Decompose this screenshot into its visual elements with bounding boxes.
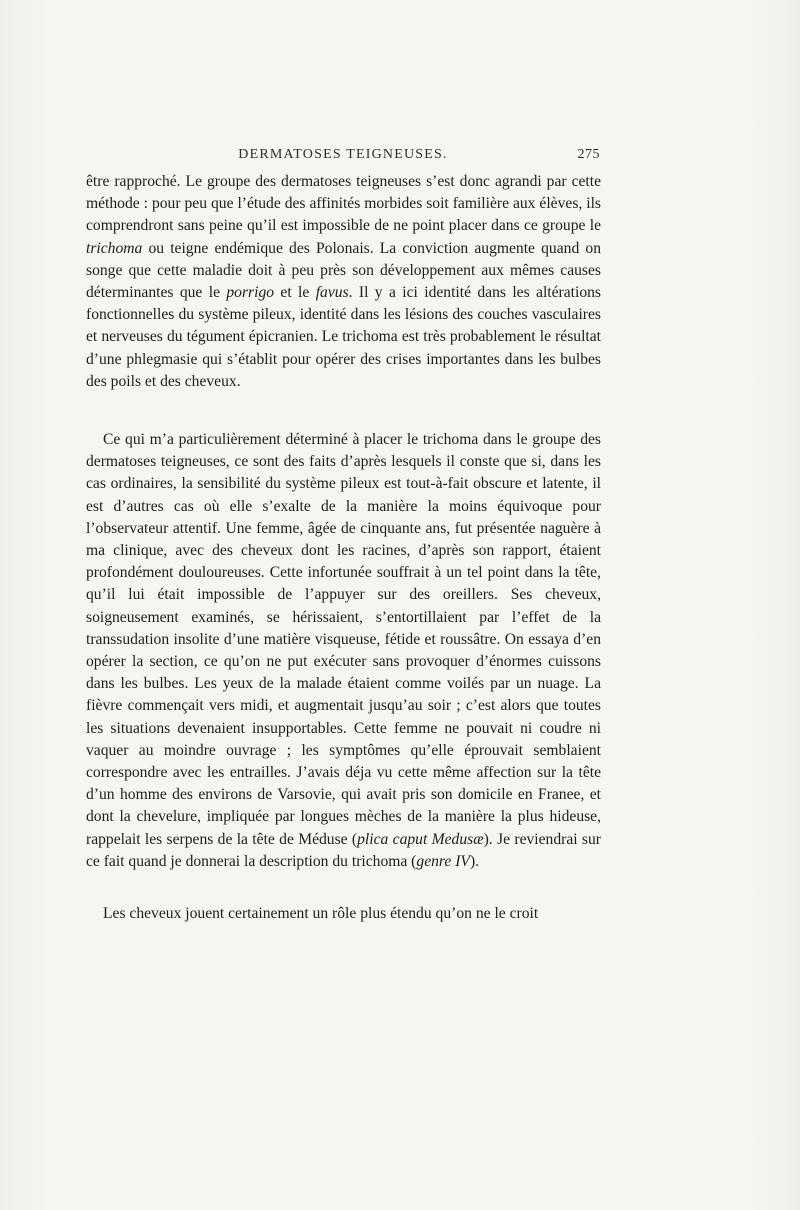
term-genre-iv: genre IV	[416, 852, 470, 870]
term-favus: favus	[315, 284, 349, 302]
page-number: 275	[577, 147, 600, 162]
body-text	[86, 171, 601, 925]
running-title: DERMATOSES TEIGNEUSES.	[238, 147, 448, 162]
text-segment: Ce qui m’a particulièrement déterminé à placer le trichoma dans le groupe des dermatoses teigneuses, ce sont des faits d’après lesquels il conste que si, dans les cas ordinaires, la sensibilité du système pileux est tout-à-fait obscure et latente, il est d’autres cas où elle s’exalte de la manière la moins équivoque pour l’observateur attentif. Une femme, âgée de cinquante ans, fut présentée naguère à ma clinique, avec des cheveux dont les racines, d’après son rapport, étaient profondément douloureuses. Cette infortunée souffrait à un tel point dans la tête, qu’il lui était impossible de l’appuyer sur des oreillers. Ses cheveux, soigneusement examinés, se hérissaient, s’entortillaient par l’effet de la transsudation insolite d’une matière visqueuse, fétide et roussâtre. On essaya d’en opérer la section, ce qu’on ne put exécuter sans provoquer d’énormes cuissons dans les bulbes. Les yeux de la malade étaient comme voilés par un nuage. La fièvre commençait vers midi, et augmentait jusqu’au soir ; c’est alors que toutes les situations devenaient insupportables. Cette femme ne pouvait ni coudre ni vaquer au moindre ouvrage ; les symptômes qu’elle éprouvait semblaient correspondre avec les entrailles. J’avais déja vu cette même affection sur la tête d’un homme des environs de Varsovie, qui avait pris son domicile en Franee, et dont la chevelure, impliquée par longues mèches de la manière la plus hideuse, rappelait les serpens de la tête de Méduse (	[86, 431, 601, 848]
text-segment: ou teigne endémique des Polonais. La conviction augmente quand on songe que cette maladie doit à peu près son développement aux mêmes causes déterminantes que le	[86, 239, 601, 302]
paragraph-gap	[86, 873, 601, 903]
text-segment: ).	[469, 852, 480, 870]
paragraph-3	[86, 903, 601, 925]
text-segment: Les cheveux jouent certainement un rôle plus étendu qu’on ne le croit	[103, 905, 539, 923]
paragraph-1	[86, 171, 601, 393]
text-segment: . Il y a ici identité dans les altérations fonctionnelles du système pileux, identité dans les lésions des couches vasculaires et nerveuses du tégument épicranien. Le trichoma est très probablement le résultat d’une phlegmasie qui s’établit pour opérer des crises importantes dans les bulbes des poils et des cheveux.	[86, 284, 602, 390]
text-segment: être rapproché. Le groupe des dermatoses teigneuses s’est donc agrandi par cette méthode : pour peu que l’étude des affinités morbides soit familière aux élèves, ils comprendront sans peine qu’il est impossible de ne point placer dans ce groupe le	[86, 173, 601, 235]
term-porrigo: porrigo	[226, 284, 275, 302]
paragraph-gap	[86, 393, 601, 429]
term-trichoma: trichoma	[86, 239, 143, 257]
page-header	[86, 147, 600, 167]
text-segment: ). Je reviendrai sur ce fait quand je donnerai la description du trichoma (	[86, 830, 601, 870]
term-plica-caput-medusae: plica caput Medusæ	[357, 830, 484, 848]
text-segment: et le	[274, 284, 316, 302]
paragraph-2	[86, 429, 601, 873]
